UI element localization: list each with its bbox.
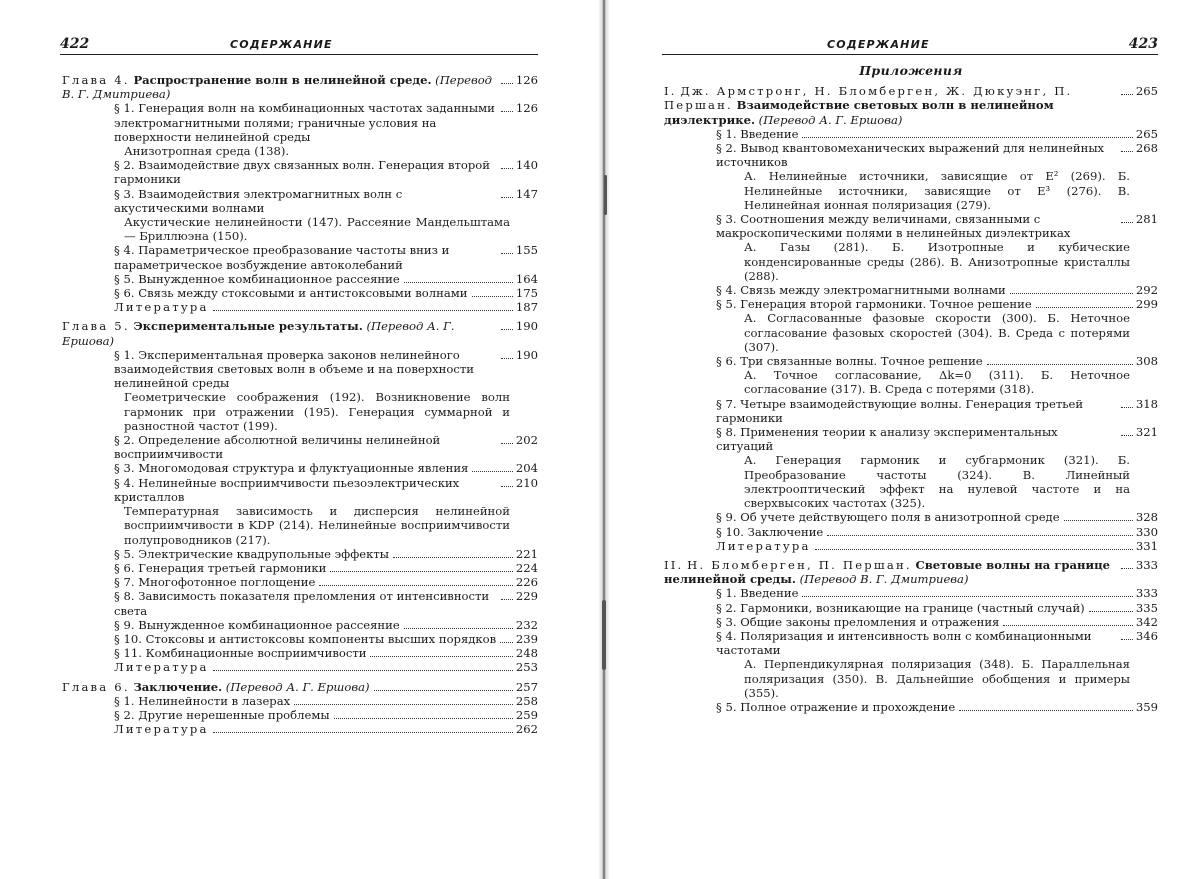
dot-leader xyxy=(1121,407,1133,408)
subtopics-note: А. Точное согласование, Δk=0 (311). Б. Неточное согласование (317). В. Среда с потерями (318). xyxy=(744,368,1130,397)
entry-line xyxy=(62,319,538,347)
dot-leader xyxy=(213,732,513,733)
section-title: § 2. Определение абсолютной величины нелинейной восприимчивости xyxy=(114,433,441,462)
right-page-header xyxy=(662,34,1158,55)
entry-line xyxy=(62,708,538,722)
subtopics-note: А. Согласованные фазовые скорости (300). Б. Неточное согласование фазовых скоростей (304). В. Среда с потерями (307). xyxy=(744,311,1130,354)
toc-entry-chapter xyxy=(62,680,538,694)
section-title: § 5. Полное отражение и прохождение xyxy=(716,699,956,714)
page-number: 422 xyxy=(60,36,90,52)
section-title: § 5. Электрические квадрупольные эффекты xyxy=(114,546,390,561)
dot-leader xyxy=(213,670,513,671)
subtopics-note: А. Перпендикулярная поляризация (348). Б. Параллельная поляризация (350). В. Дальнейшие обобщения и примеры (355). xyxy=(744,657,1130,700)
dot-leader xyxy=(802,137,1132,138)
section-title: § 3. Общие законы преломления и отражения xyxy=(716,614,1000,629)
entry-line xyxy=(62,476,538,504)
toc-entry-note xyxy=(62,215,538,243)
dot-leader xyxy=(959,710,1133,711)
left-page xyxy=(0,0,560,879)
section-title: § 1. Нелинейности в лазерах xyxy=(114,693,291,708)
translator-credit: (Перевод В. Г. Дмитриева) xyxy=(62,73,493,102)
entry-text xyxy=(62,73,497,101)
page-ref: 164 xyxy=(515,271,538,286)
literature-label: Литература xyxy=(716,538,811,553)
dot-leader xyxy=(1121,151,1133,152)
page-number: 423 xyxy=(1128,36,1158,52)
toc-entry-literature xyxy=(62,300,538,314)
left-page-header xyxy=(60,34,538,55)
entry-line xyxy=(62,73,538,101)
paper-label: I. xyxy=(664,84,677,99)
entry-line xyxy=(664,127,1158,141)
paper-label: II. xyxy=(664,557,684,572)
dot-leader xyxy=(319,585,512,586)
section-title: § 8. Зависимость показателя преломления от интенсивности света xyxy=(114,589,490,618)
entry-line xyxy=(664,629,1158,657)
entry-text xyxy=(62,680,370,694)
subtopics-note: Геометрические соображения (192). Возникновение волн гармоник при отражении (195). Генерация суммарной и разностной частот (199). xyxy=(124,390,510,433)
literature-label: Литература xyxy=(114,660,209,675)
toc-entry-section xyxy=(664,425,1158,453)
toc-entry-section xyxy=(62,575,538,589)
dot-leader xyxy=(1121,639,1133,640)
toc-entry-section xyxy=(664,700,1158,714)
dot-leader xyxy=(294,704,513,705)
dot-leader xyxy=(802,596,1132,597)
page-ref: 226 xyxy=(515,575,538,590)
section-title: § 11. Комбинационные восприимчивости xyxy=(114,646,367,661)
entry-line xyxy=(664,700,1158,714)
toc-entry-literature xyxy=(664,539,1158,553)
dot-leader xyxy=(987,364,1133,365)
paper-authors: Н. Бломберген, П. Першан. xyxy=(687,557,912,572)
section-title: § 7. Многофотонное поглощение xyxy=(114,575,316,590)
toc-entry-section xyxy=(664,127,1158,141)
chapter-title: Экспериментальные результаты. xyxy=(133,319,363,334)
toc-entry-section xyxy=(62,694,538,708)
page-ref: 175 xyxy=(515,286,538,301)
chapter-label: Глава 4. xyxy=(62,73,130,87)
section-title: § 8. Применения теории к анализу экспериментальных ситуаций xyxy=(716,425,1058,454)
page-ref: 333 xyxy=(1135,586,1158,601)
entry-line xyxy=(62,272,538,286)
section-title: § 9. Вынужденное комбинационное рассеяние xyxy=(114,617,400,632)
toc-entry-section xyxy=(664,586,1158,600)
subtopics-note: Анизотропная среда (138). xyxy=(124,144,290,159)
section-title: § 6. Три связанные волны. Точное решение xyxy=(716,354,983,369)
page-ref: 239 xyxy=(515,631,538,646)
chapter-title: Заключение. xyxy=(133,679,223,694)
dot-leader xyxy=(1036,307,1133,308)
toc-entry-section xyxy=(664,397,1158,425)
entry-line xyxy=(62,461,538,475)
dot-leader xyxy=(500,642,513,643)
dot-leader xyxy=(501,111,513,112)
toc-entry-section xyxy=(62,461,538,475)
page-ref: 321 xyxy=(1135,425,1158,440)
entry-line xyxy=(664,141,1158,169)
toc-entry-literature xyxy=(62,660,538,674)
entry-line xyxy=(62,575,538,589)
toc-entry-section xyxy=(62,286,538,300)
entry-line xyxy=(664,297,1158,311)
entry-line xyxy=(62,561,538,575)
toc-entry-section xyxy=(664,510,1158,524)
section-title: § 2. Гармоники, возникающие на границе (частный случай) xyxy=(716,600,1085,615)
paper-title: Взаимодействие световых волн в нелинейном диэлектрике. xyxy=(664,98,1054,127)
binding-mark xyxy=(602,600,606,670)
toc-entry-section xyxy=(62,646,538,660)
page-ref: 187 xyxy=(515,300,538,315)
page-ref: 253 xyxy=(515,660,538,675)
dot-leader xyxy=(501,168,513,169)
entry-text xyxy=(62,319,497,347)
toc-entry-note xyxy=(62,144,538,158)
entry-line xyxy=(664,84,1158,127)
entry-line xyxy=(664,354,1158,368)
entry-line xyxy=(664,539,1158,553)
dot-leader xyxy=(1010,293,1133,294)
toc-entry-section xyxy=(664,629,1158,657)
page-ref: 299 xyxy=(1135,297,1158,312)
page-ref: 248 xyxy=(515,646,538,661)
entry-line xyxy=(664,510,1158,524)
entry-line xyxy=(62,618,538,632)
section-title: § 1. Экспериментальная проверка законов нелинейного взаимодействия световых волн в объеме и на поверхности нелинейной среды xyxy=(114,347,475,391)
entry-text xyxy=(664,84,1117,127)
dot-leader xyxy=(815,549,1133,550)
subtopics-note: А. Нелинейные источники, зависящие от E² (269). Б. Нелинейные источники, зависящие от E³ (276). В. Нелинейная ионная поляризация (279). xyxy=(744,169,1130,212)
translator-credit: (Перевод А. Г. Ершова) xyxy=(758,112,903,127)
page-ref: 126 xyxy=(515,73,538,87)
dot-leader xyxy=(1064,520,1133,521)
dot-leader xyxy=(213,310,513,311)
toc-entry-section xyxy=(664,525,1158,539)
literature-label: Литература xyxy=(114,300,209,315)
entry-line xyxy=(62,632,538,646)
section-title: § 5. Вынужденное комбинационное рассеяние xyxy=(114,271,400,286)
page-ref: 265 xyxy=(1135,126,1158,141)
page-ref: 221 xyxy=(515,546,538,561)
page-ref: 202 xyxy=(515,433,538,448)
entry-line xyxy=(62,660,538,674)
toc-entry-note xyxy=(62,504,538,547)
entry-line xyxy=(664,425,1158,453)
section-title: § 1. Введение xyxy=(716,126,799,141)
toc-entry-literature xyxy=(62,722,538,736)
section-title: § 1. Введение xyxy=(716,586,799,601)
page-ref: 268 xyxy=(1135,141,1158,156)
toc-entry-section xyxy=(62,187,538,215)
toc-entry-section xyxy=(62,158,538,186)
section-title: § 10. Заключение xyxy=(716,524,824,539)
dot-leader xyxy=(501,329,513,330)
toc-entry-section xyxy=(62,272,538,286)
page-ref: 346 xyxy=(1135,628,1158,643)
dot-leader xyxy=(501,253,513,254)
toc-entry-chapter xyxy=(62,319,538,347)
page-ref: 224 xyxy=(515,560,538,575)
section-title: § 1. Генерация волн на комбинационных частотах заданными электромагнитными полями; граничные условия на поверхности нелинейной среды xyxy=(114,101,495,144)
page-ref: 259 xyxy=(515,707,538,722)
running-title: СОДЕРЖАНИЕ xyxy=(230,38,333,51)
entry-line xyxy=(62,680,538,694)
entry-line xyxy=(664,558,1158,586)
entry-line xyxy=(664,212,1158,240)
page-ref: 262 xyxy=(515,722,538,737)
toc-entry-section xyxy=(62,101,538,144)
page-ref: 204 xyxy=(515,461,538,476)
page-ref: 328 xyxy=(1135,510,1158,525)
page-ref: 258 xyxy=(515,693,538,708)
entry-line xyxy=(664,586,1158,600)
page-ref: 333 xyxy=(1135,557,1158,572)
literature-label: Литература xyxy=(114,722,209,737)
section-title: § 4. Нелинейные восприимчивости пьезоэлектрических кристаллов xyxy=(114,475,460,504)
toc-entry-section xyxy=(62,243,538,271)
toc-entry-section xyxy=(664,601,1158,615)
entry-line xyxy=(62,433,538,461)
page-ref: 265 xyxy=(1135,84,1158,99)
page-ref: 342 xyxy=(1135,614,1158,629)
entry-line xyxy=(664,615,1158,629)
page-ref: 140 xyxy=(515,158,538,173)
toc-entry-section xyxy=(62,433,538,461)
dot-leader xyxy=(501,358,513,359)
dot-leader xyxy=(472,471,512,472)
entry-line xyxy=(664,601,1158,615)
dot-leader xyxy=(1121,222,1133,223)
section-title: § 3. Взаимодействия электромагнитных волн с акустическими волнами xyxy=(114,186,403,215)
dot-leader xyxy=(1121,94,1133,95)
section-title: § 3. Многомодовая структура и флуктуационные явления xyxy=(114,461,469,476)
toc-entry-section xyxy=(62,632,538,646)
page-ref: 331 xyxy=(1135,538,1158,553)
dot-leader xyxy=(404,282,513,283)
dot-leader xyxy=(1089,611,1133,612)
binding-mark xyxy=(604,175,607,215)
section-title: § 2. Взаимодействие двух связанных волн. Генерация второй гармоники xyxy=(114,158,490,187)
dot-leader xyxy=(501,197,513,198)
book-gutter xyxy=(598,0,610,879)
entry-line xyxy=(62,187,538,215)
page-ref: 257 xyxy=(515,679,538,694)
toc-entry-section xyxy=(62,561,538,575)
dot-leader xyxy=(501,486,513,487)
toc-entry-section xyxy=(62,618,538,632)
page-ref: 126 xyxy=(515,101,538,116)
toc-entry-note xyxy=(664,453,1158,510)
dot-leader xyxy=(404,628,513,629)
dot-leader xyxy=(370,656,512,657)
toc-entry-note xyxy=(62,390,538,433)
section-title: § 4. Параметрическое преобразование частоты вниз и параметрическое возбуждение автоколебаний xyxy=(114,243,450,272)
subtopics-note: Температурная зависимость и дисперсия нелинейной восприимчивости в KDP (214). Нелинейные восприимчивости полупроводников (217). xyxy=(124,504,510,547)
section-title: § 10. Стоксовы и антистоксовы компоненты высших порядков xyxy=(114,631,497,646)
entry-line xyxy=(62,722,538,736)
chapter-label: Глава 5. xyxy=(62,319,130,334)
dot-leader xyxy=(501,83,513,84)
toc-entry-paper xyxy=(664,558,1158,586)
entry-line xyxy=(62,547,538,561)
toc-entry-note xyxy=(664,368,1158,396)
entry-line xyxy=(62,694,538,708)
toc-entry-section xyxy=(664,141,1158,169)
section-title: § 6. Генерация третьей гармоники xyxy=(114,560,327,575)
page-ref: 335 xyxy=(1135,600,1158,615)
subtopics-note: Акустические нелинейности (147). Рассеяние Мандельштама — Бриллюэна (150). xyxy=(124,215,510,244)
page-ref: 318 xyxy=(1135,396,1158,411)
dot-leader xyxy=(472,296,513,297)
page-ref: 281 xyxy=(1135,212,1158,227)
section-title: § 9. Об учете действующего поля в анизотропной среде xyxy=(716,510,1060,525)
dot-leader xyxy=(827,535,1133,536)
section-title: § 7. Четыре взаимодействующие волны. Генерация третьей гармоники xyxy=(716,396,1084,425)
entry-line xyxy=(62,348,538,391)
entry-line xyxy=(664,397,1158,425)
page-ref: 359 xyxy=(1135,699,1158,714)
toc-entry-section xyxy=(664,297,1158,311)
page-ref: 292 xyxy=(1135,283,1158,298)
toc-entry-section xyxy=(62,348,538,391)
entry-text xyxy=(664,558,1117,586)
chapter-label: Глава 6. xyxy=(62,679,130,694)
entry-line xyxy=(62,158,538,186)
subtopics-note: А. Генерация гармоник и субгармоник (321). Б. Преобразование частоты (324). В. Линейный электрооптический эффект на нулевой частоте и на сверхвысоких частотах (325). xyxy=(744,453,1130,511)
toc-entry-note xyxy=(664,240,1158,283)
dot-leader xyxy=(501,599,513,600)
toc-entry-section xyxy=(62,547,538,561)
toc-entry-section xyxy=(62,708,538,722)
toc-entry-note xyxy=(664,657,1158,700)
toc-entry-paper xyxy=(664,84,1158,127)
page-ref: 210 xyxy=(515,475,538,490)
running-title: СОДЕРЖАНИЕ xyxy=(827,38,930,51)
section-title: § 4. Связь между электромагнитными волнами xyxy=(716,283,1006,298)
dot-leader xyxy=(501,443,513,444)
appendix-heading: Приложения xyxy=(859,63,963,78)
dot-leader xyxy=(1121,568,1133,569)
entry-line xyxy=(62,300,538,314)
chapter-title: Распространение волн в нелинейной среде. xyxy=(133,73,432,87)
page-ref: 308 xyxy=(1135,354,1158,369)
section-title: § 4. Поляризация и интенсивность волн с комбинационными частотами xyxy=(716,628,1092,658)
entry-line xyxy=(62,243,538,271)
dot-leader xyxy=(374,690,513,691)
toc-entry-section xyxy=(62,476,538,504)
entry-line xyxy=(62,286,538,300)
page-ref: 147 xyxy=(515,186,538,201)
right-page xyxy=(618,0,1200,879)
entry-line xyxy=(62,101,538,144)
toc-entry-chapter xyxy=(62,73,538,101)
table-of-contents xyxy=(664,64,1158,714)
entry-line xyxy=(62,589,538,617)
translator-credit: (Перевод А. Г. Ершова) xyxy=(225,679,370,694)
toc-entry-note xyxy=(664,311,1158,354)
translator-credit: (Перевод А. Г. Ершова) xyxy=(62,319,455,348)
dot-leader xyxy=(1003,625,1133,626)
entry-line xyxy=(664,283,1158,297)
dot-leader xyxy=(334,718,513,719)
paper-title: Световые волны на границе нелинейной среды. xyxy=(664,557,1111,587)
toc-entry-section xyxy=(664,212,1158,240)
page-ref: 190 xyxy=(515,347,538,362)
section-title: § 6. Связь между стоксовыми и антистоксовыми волнами xyxy=(114,286,468,301)
entry-line xyxy=(62,646,538,660)
page-ref: 155 xyxy=(515,243,538,258)
translator-credit: (Перевод В. Г. Дмитриева) xyxy=(799,572,969,587)
toc-entry-note xyxy=(664,169,1158,212)
dot-leader xyxy=(330,571,512,572)
paper-authors: Дж. Армстронг, Н. Бломберген, Ж. Дюкуэнг, П. Першан. xyxy=(664,84,1073,113)
toc-entry-section xyxy=(664,354,1158,368)
dot-leader xyxy=(1121,435,1133,436)
subtopics-note: А. Газы (281). Б. Изотропные и кубические конденсированные среды (286). В. Анизотропные кристаллы (288). xyxy=(744,240,1130,283)
page-ref: 190 xyxy=(515,319,538,334)
toc-entry-section xyxy=(62,589,538,617)
page-ref: 232 xyxy=(515,617,538,632)
page-ref: 229 xyxy=(515,589,538,604)
section-title: § 5. Генерация второй гармоники. Точное решение xyxy=(716,297,1032,312)
entry-line xyxy=(664,525,1158,539)
section-title: § 3. Соотношения между величинами, связанными с макроскопическими полями в нелинейных диэлектриках xyxy=(716,212,1071,241)
toc-entry-section xyxy=(664,615,1158,629)
section-title: § 2. Другие нерешенные проблемы xyxy=(114,707,330,722)
section-title: § 2. Вывод квантовомеханических выражений для нелинейных источников xyxy=(716,141,1105,170)
dot-leader xyxy=(393,557,513,558)
page-ref: 330 xyxy=(1135,524,1158,539)
table-of-contents xyxy=(62,73,538,736)
toc-entry-section xyxy=(664,283,1158,297)
